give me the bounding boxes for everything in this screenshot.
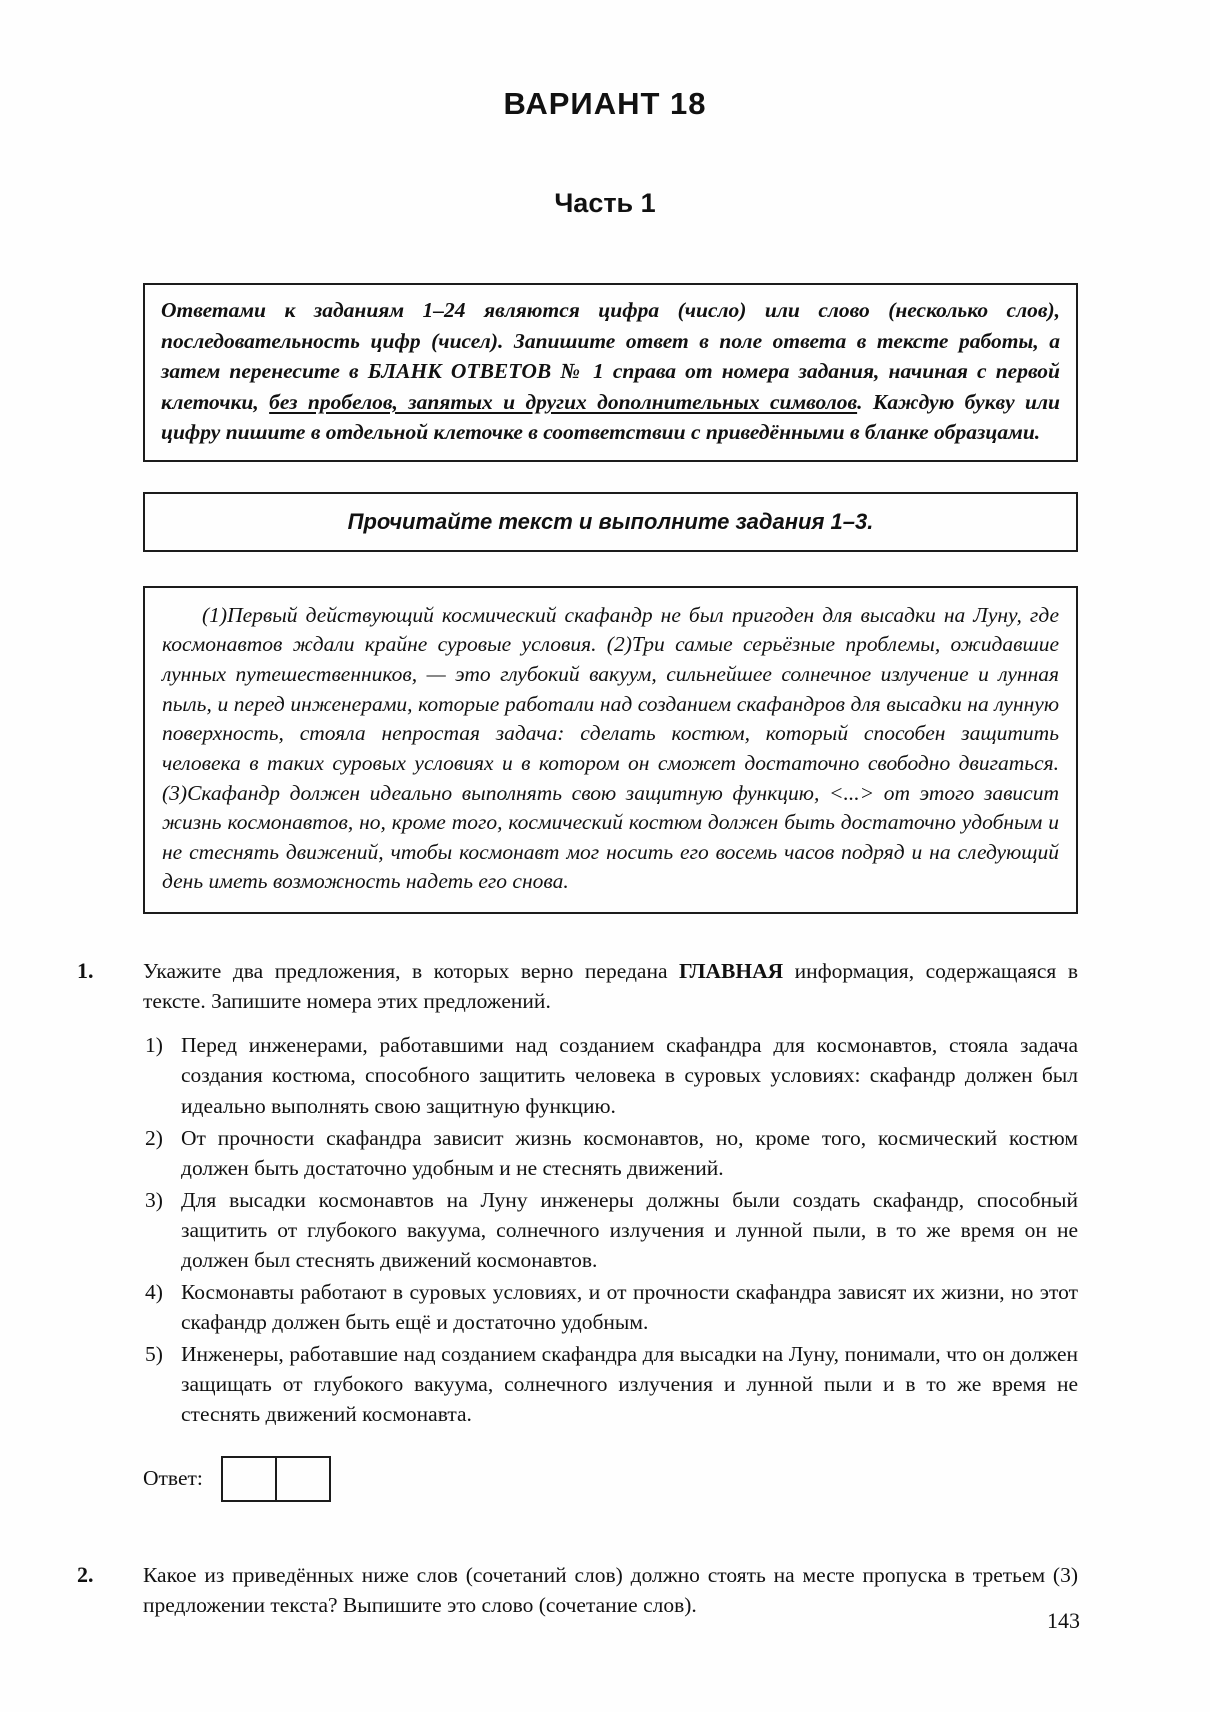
option-4-number: 4) (145, 1280, 163, 1305)
read-text-banner (143, 492, 1078, 552)
option-3-text: Для высадки космонавтов на Луну инженеры должны были создать скафандр, способный защитить от глубокого вакуума, солнечного излучения и лунной пыли, в то же время он не должен был стеснять движений космонавтов. (181, 1187, 1078, 1272)
question-1-stem-post: информация, содержащаяся в тексте. Запишите номера этих предложений. (143, 959, 1078, 1014)
option-2-text: От прочности скафандра зависит жизнь космонавтов, но, кроме того, космический костюм должен быть достаточно удобным и не стеснять движений. (181, 1125, 1078, 1180)
option-4 (143, 1277, 1078, 1337)
option-1-text: Перед инженерами, работавшими над созданием скафандра для космонавтов, стояла задача создания костюма, способного защитить человека в суровых условиях: скафандр должен был идеально выполнять свою защитную функцию. (181, 1033, 1078, 1118)
question-2-stem: Какое из приведённых ниже слов (сочетаний слов) должно стоять на месте пропуска в третьем (3) предложении текста? Выпишите это слово (сочетание слов). (143, 1562, 1078, 1617)
option-4-text: Космонавты работают в суровых условиях, и от прочности скафандра зависят их жизни, но этот скафандр должен быть ещё и достаточно удобным. (181, 1280, 1078, 1335)
option-3-number: 3) (145, 1187, 163, 1212)
option-2 (143, 1123, 1078, 1183)
question-1-options (143, 1030, 1078, 1429)
answer-boxes (221, 1456, 331, 1502)
instructions-text-pre: Ответами к заданиям 1–24 являются цифра (число) или слово (несколько слов), последовательность цифр (чисел). Запишите ответ в поле ответа в тексте работы, а затем перенесите в БЛАНК ОТВЕТОВ № 1 справа от номера задания, начиная с первой клеточки, (161, 298, 1060, 414)
passage-text: (1)Первый действующий космический скафандр не был пригоден для высадки на Луну, где космонавтов ждали крайне суровые условия. (2)Три самые серьёзные проблемы, ожидавшие лунных путешественников, — это глубокий вакуум, сильнейшее солнечное излучение и лунная пыль, и перед инженерами, которые работали над созданием скафандров для высадки на лунную поверхность, стояла непростая задача: сделать костюм, который способен защитить человека в таких суровых условиях и в котором он сможет достаточно свободно двигаться. (3)Скафандр должен идеально выполнять свою защитную функцию, <...> от этого зависит жизнь космонавтов, но, кроме того, космический костюм должен быть достаточно удобным и не стеснять движений, чтобы космонавт мог носить его восемь часов подряд и на следующий день иметь возможность надеть его снова. (162, 602, 1059, 894)
instructions-text-underlined: без пробелов, запятых и других дополнительных символов (269, 389, 858, 414)
question-1-number: 1. (77, 958, 94, 984)
read-text-banner-label: Прочитайте текст и выполните задания 1–3. (347, 508, 874, 534)
answer-cell-2[interactable] (275, 1456, 331, 1502)
part-heading: Часть 1 (554, 188, 656, 218)
question-2-number: 2. (77, 1561, 94, 1587)
question-1-stem-emphasis: ГЛАВНАЯ (679, 959, 784, 984)
question-2 (77, 1560, 1078, 1620)
answer-label: Ответ: (143, 1466, 203, 1491)
question-1-stem (143, 956, 1078, 1016)
variant-title: ВАРИАНТ 18 (503, 86, 707, 121)
question-1-stem-pre: Укажите два предложения, в которых верно передана (143, 959, 680, 984)
option-5-text: Инженеры, работавшие над созданием скафандра для высадки на Луну, понимали, что он должен защищать от глубокого вакуума, солнечного излучения и лунной пыли и в то же время не стеснять движений космонавта. (181, 1342, 1078, 1427)
option-1-number: 1) (145, 1033, 163, 1058)
option-3 (143, 1185, 1078, 1275)
passage-box (143, 586, 1078, 915)
option-1 (143, 1030, 1078, 1120)
page-number: 143 (1047, 1608, 1080, 1633)
option-5-number: 5) (145, 1342, 163, 1367)
answer-cell-1[interactable] (221, 1456, 277, 1502)
instructions-box (143, 283, 1078, 462)
option-5 (143, 1339, 1078, 1429)
question-1 (77, 956, 1078, 1429)
question-1-answer-row (143, 1456, 1210, 1502)
option-2-number: 2) (145, 1125, 163, 1150)
instructions-text-post: . Каждую букву или цифру пишите в отдельной клеточке в соответствии с приведёнными в бланке образцами. (161, 389, 1060, 445)
